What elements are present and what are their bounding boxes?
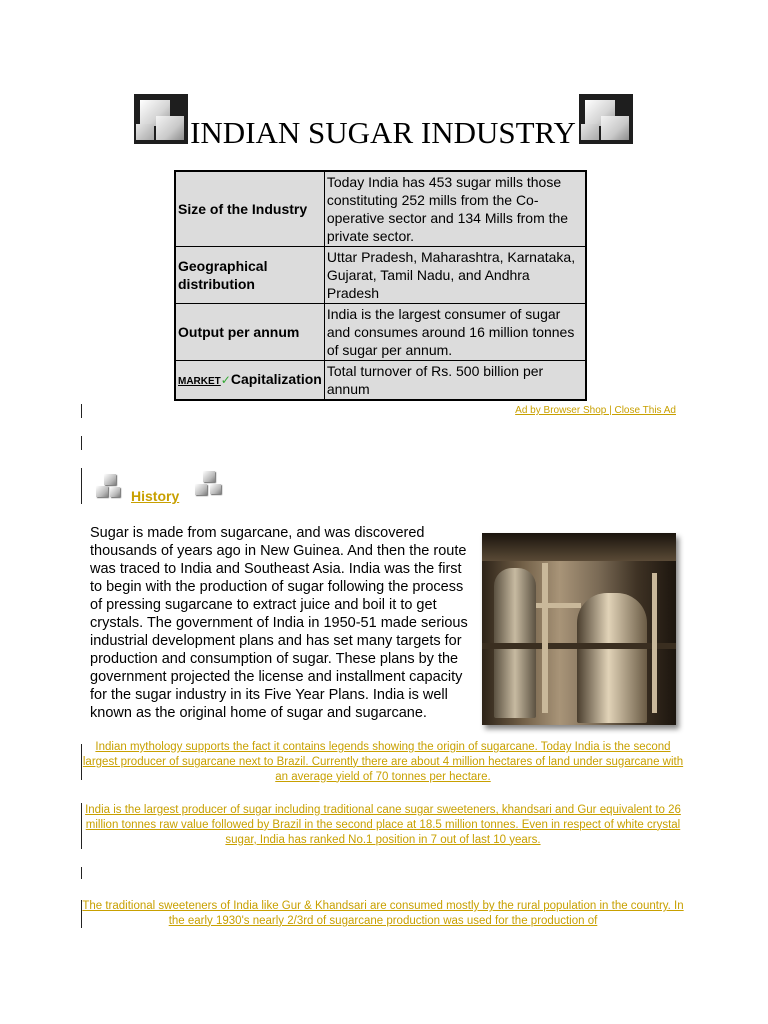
row-value: Total turnover of Rs. 500 billion per annum xyxy=(324,361,586,401)
row-key xyxy=(175,361,324,401)
row-key: Output per annum xyxy=(175,304,324,361)
mythology-paragraph-link[interactable]: Indian mythology supports the fact it contains legends showing the origin of sugarcane. Today India is the second largest producer of sugarcane next to Brazil. Currently there are about 4 million hectares of land under sugarcane with an average yield of 70 tonnes per hectare. xyxy=(82,741,684,783)
row-value: Uttar Pradesh, Maharashtra, Karnataka, Gujarat, Tamil Nadu, and Andhra Pradesh xyxy=(324,247,586,304)
row-value: India is the largest consumer of sugar and consumes around 16 million tonnes of sugar per annum. xyxy=(324,304,586,361)
page-title: INDIAN SUGAR INDUSTRY xyxy=(190,115,576,150)
history-paragraph: Sugar is made from sugarcane, and was discovered thousands of years ago in New Guinea. And then the route was traced to India and Southeast Asia. India was the first to begin with the production of sugar following the process of pressing sugarcane to extract juice and boil it to get crystals. The government of India in 1950-51 made serious industrial development plans and has set many targets for production and consumption of sugar. These plans by the government projected the license and installment capacity for the sugar industry in its Five Year Plans. India is well known as the original home of sugar and sugarcane. xyxy=(90,525,468,721)
table-row xyxy=(175,171,586,247)
row-value: Today India has 453 sugar mills those constituting 252 mills from the Co-operative sector and 134 Mills from the private sector. xyxy=(324,171,586,247)
row-key: Geographical distribution xyxy=(175,247,324,304)
sweeteners-paragraph-link[interactable]: The traditional sweeteners of India like Gur & Khandsari are consumed mostly by the rural population in the country. In the early 1930's nearly 2/3rd of sugarcane production was used for the production of xyxy=(82,900,684,927)
sugar-cube-icon xyxy=(134,94,188,144)
margin-bar xyxy=(81,404,82,418)
margin-bar xyxy=(81,436,82,450)
row-key-text: Capitalization xyxy=(230,370,322,387)
sugar-cube-icon xyxy=(92,470,124,502)
sugar-cube-icon xyxy=(193,468,225,500)
industry-info-table xyxy=(174,170,587,401)
margin-bar xyxy=(81,468,82,504)
table-row xyxy=(175,304,586,361)
row-key: Size of the Industry xyxy=(175,171,324,247)
production-paragraph-link[interactable]: India is the largest producer of sugar including traditional cane sugar sweeteners, khandsari and Gur equivalent to 26 million tonnes raw value followed by Brazil in the second place at 18.5 million tonnes. Even in respect of white crystal sugar, India has ranked No.1 position in 7 out of last 10 years. xyxy=(85,804,681,846)
sugar-cube-icon xyxy=(579,94,633,144)
sugar-factory-photo xyxy=(482,533,676,725)
margin-bar xyxy=(81,867,82,879)
leaf-icon: ✓ xyxy=(220,372,231,387)
table-row xyxy=(175,361,586,401)
ad-link[interactable]: Ad by Browser Shop | Close This Ad xyxy=(515,405,676,416)
history-link[interactable]: History xyxy=(131,488,180,504)
market-link[interactable]: MARKET xyxy=(178,375,221,387)
table-row xyxy=(175,247,586,304)
